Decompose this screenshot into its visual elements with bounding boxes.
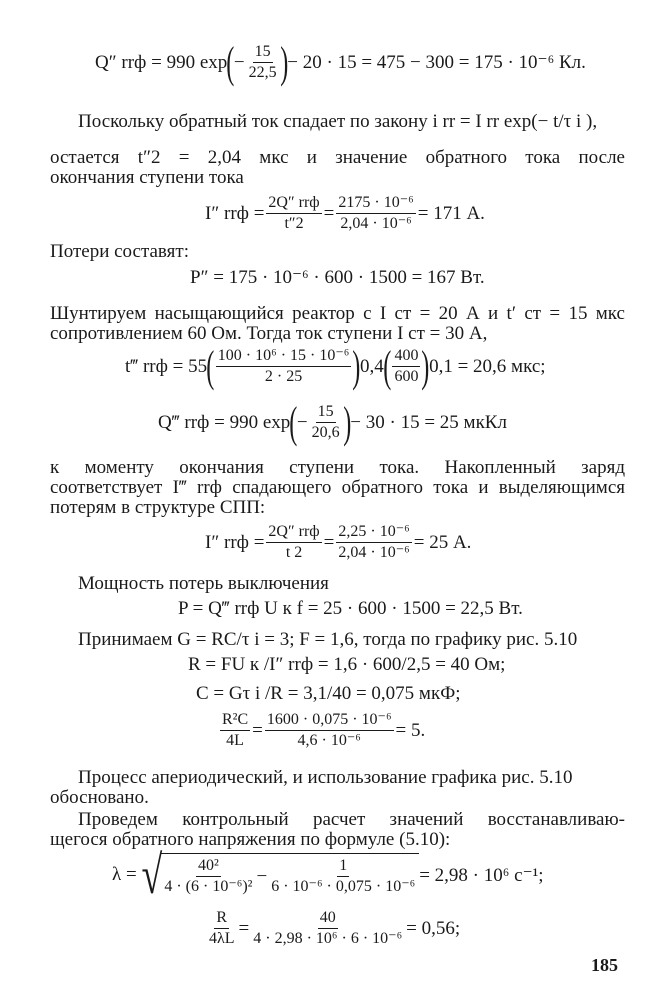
paragraph-line: сопротивлением 60 Ом. Тогда ток ступени I ст = 30 А, — [50, 323, 488, 344]
paragraph-line: Проведем контрольный расчет значений восстанавливаю- — [78, 809, 625, 830]
paragraph-line: окончания ступени тока — [50, 167, 244, 188]
formula-q-rrf-3: Q‴ rrф = 990 exp ( − $\frac{15}{20,6}$ ) − 30 · 15 = 25 мкКл — [158, 397, 507, 447]
formula-r2c: $\frac{\text{R²C}}{4L}$ = $\frac{\text{1600 · 0,075 · 10⁻⁶}}{\text{4,6 · 10⁻⁶}}$ = 5. — [222, 711, 426, 749]
formula-i-rrf-1: I″ rrф = $\frac{\text{2Q″ rrф}}{t''2}$ = $\frac{\text{2175 · 10⁻⁶}}{\text{2,04 · 10⁻⁶}}$ = 171 А. — [205, 194, 485, 232]
paragraph-line: обосновано. — [50, 787, 149, 808]
formula-c: C = Gτ i /R = 3,1/40 = 0,075 мкФ; — [196, 683, 461, 704]
formula-p-2: P = Q‴ rrф U к f = 25 · 600 · 1500 = 22,5 Вт. — [178, 598, 523, 619]
paragraph-line: Принимаем G = RC/τ i = 3; F = 1,6, тогда по графику рис. 5.10 — [78, 629, 578, 650]
formula-q-rrf-1: Q″ rrф = 990 exp ( − $\frac{15}{22,5}$ ) − 20 · 15 = 475 − 300 = 175 · 10⁻⁶ Кл. — [95, 37, 586, 87]
paragraph-line: Поскольку обратный ток спадает по закону i rr = I rr exp(− t/τ i ), — [78, 111, 598, 132]
paragraph-line: соответствует I‴ rrф спадающего обратного тока и выделяющимся — [50, 477, 625, 498]
paragraph-line: Процесс апериодический, и использование графика рис. 5.10 — [78, 767, 573, 788]
paragraph-line: Шунтируем насыщающийся реактор с I ст = 20 А и t′ ст = 15 мкс — [50, 303, 625, 324]
formula-r: R = FU к /I″ rrф = 1,6 · 600/2,5 = 40 Ом; — [188, 654, 506, 675]
paragraph-line: потерям в структуре СПП: — [50, 497, 266, 518]
formula-t-rrf: t‴ rrф = 55 ( $\frac{\text{100 · 10⁶ · 15 · 10⁻⁶}}{2 \cdot 25}$ ) 0,4 ( $\frac{400}{600}$ ) 0,1 = 20,6 мкс; — [125, 341, 546, 391]
paragraph-line: щегося обратного напряжения по формуле (5.10): — [50, 829, 451, 850]
paragraph-line: Мощность потерь выключения — [78, 573, 329, 594]
formula-lambda: λ = √ $\frac{\text{40²}}{\text{4 · (6 · 10⁻⁶)²}}$ − $\frac{1}{\text{6 · 10⁻⁶ · 0,075 · 10⁻⁶}}$ = 2,98 · 10⁶ с⁻¹; — [112, 845, 544, 905]
paragraph-line: остается t″2 = 2,04 мкс и значение обратного тока после — [50, 147, 625, 168]
formula-p-1: P″ = 175 · 10⁻⁶ · 600 · 1500 = 167 Вт. — [190, 267, 485, 288]
formula-i-rrf-2: I″ rrф = $\frac{\text{2Q″ rrф}}{t 2}$ = $\frac{\text{2,25 · 10⁻⁶}}{\text{2,04 · 10⁻⁶}}$ = 25 А. — [205, 523, 472, 561]
paragraph-line: Потери составят: — [50, 241, 189, 262]
page-number: 185 — [591, 955, 618, 975]
formula-ratio: $\frac{R}{4\lambda L}$ = $\frac{40}{\text{4 · 2,98 · 10⁶ · 6 · 10⁻⁶}}$ = 0,56; — [209, 909, 461, 947]
paragraph-line: к моменту окончания ступени тока. Накопленный заряд — [50, 457, 625, 478]
